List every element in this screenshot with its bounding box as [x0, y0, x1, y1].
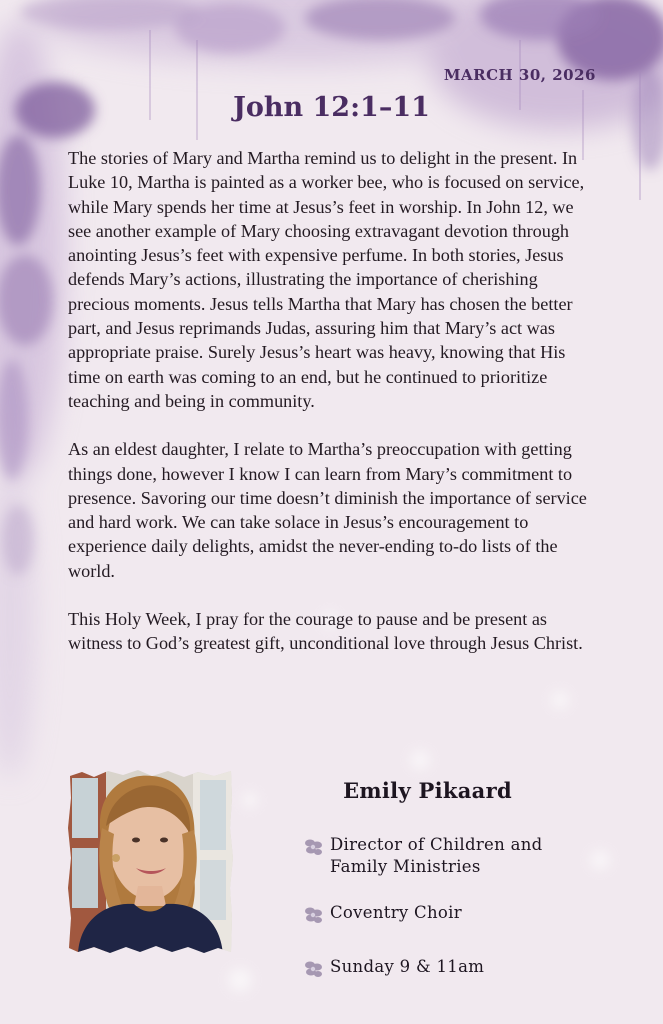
role-text: Director of Children and Family Ministries [330, 835, 543, 876]
date-label: MARCH 30, 2026 [443, 66, 596, 84]
role-item [302, 834, 602, 878]
devotional-body [68, 146, 593, 680]
flower-bullet-icon [302, 958, 326, 980]
paragraph: The stories of Mary and Martha remind us to delight in the present. In Luke 10, Martha is painted as a worker bee, who is focused on service, while Mary spends her time at Jesus’s feet in worship. In John 12, we see another example of Mary choosing extravagant devotion through anointing Jesus’s feet with expensive perfume. In both stories, Jesus defends Mary’s actions, illustrating the importance of cherishing precious moments. Jesus tells Martha that Mary has chosen the better part, and Jesus reprimands Judas, assuring him that Mary’s act was appropriate praise. Surely Jesus’s heart was heavy, knowing that His time on earth was coming to an end, but he continued to prioritize teaching and being in community. [68, 148, 585, 411]
role-text: Coventry Choir [330, 903, 462, 922]
author-name: Emily Pikaard [343, 778, 512, 803]
role-item [302, 956, 602, 978]
role-text: Sunday 9 & 11am [330, 957, 485, 976]
paragraph: This Holy Week, I pray for the courage to pause and be present as witness to God’s greatest gift, unconditional love through Jesus Christ. [68, 609, 583, 654]
flower-bullet-icon [302, 836, 326, 858]
author-photo [68, 768, 233, 954]
role-item [302, 902, 602, 924]
paragraph: As an eldest daughter, I relate to Martha’s preoccupation with getting things done, however I know I can learn from Mary’s commitment to presence. Savoring our time doesn’t diminish the importance of service and hard work. We can take solace in Jesus’s encouragement to experience daily delights, amidst the never-ending to-do lists of the world. [68, 439, 587, 581]
flower-bullet-icon [302, 904, 326, 926]
scripture-title: John 12:1–11 [233, 92, 430, 123]
